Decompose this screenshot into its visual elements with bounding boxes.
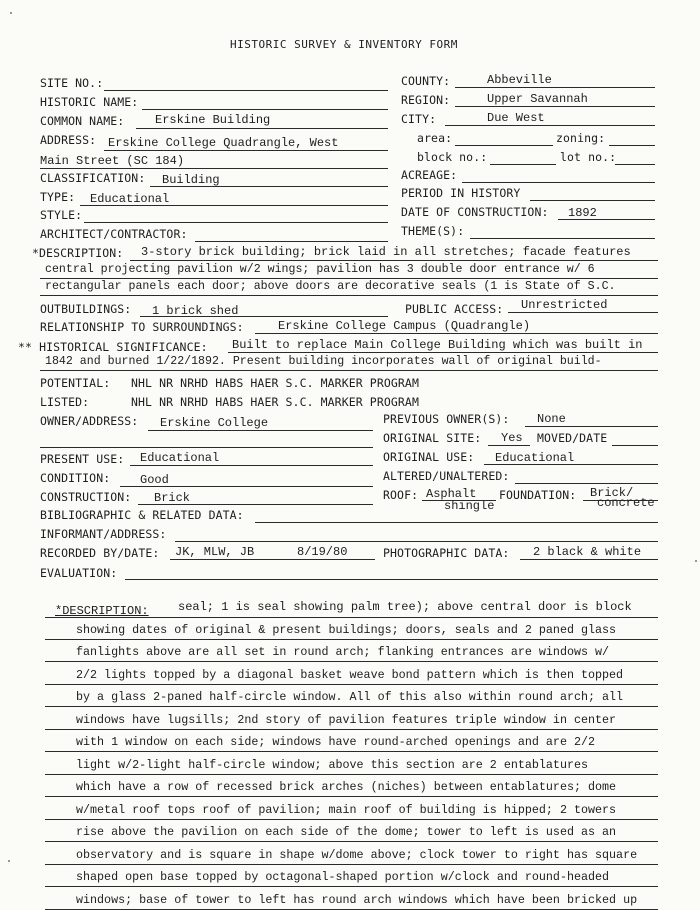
roof-value-1: Asphalt (426, 487, 477, 501)
style-label: STYLE: (40, 208, 83, 222)
original-site-value: Yes (501, 431, 523, 445)
continuation-underline-11 (45, 841, 658, 842)
historical-significance-line-1: Built to replace Main College Building which was built in (232, 338, 643, 352)
previous-owner-value: None (537, 412, 566, 426)
themes-label: THEME(S): (401, 224, 465, 238)
owner-line (148, 430, 373, 431)
address-line-2 (40, 168, 388, 169)
continuation-line-5: by a glass 2-paned half-circle window. All of this also within round arch; all (76, 690, 624, 704)
potential-options: NHL NR NRHD HABS HAER S.C. MARKER PROGRAM (131, 376, 419, 390)
foundation-label: FOUNDATION: (499, 488, 577, 502)
block-no-line (490, 164, 556, 165)
description-underline-1 (130, 260, 658, 261)
description-line-3-text: rectangular panels each door; above doors are decorative seals (1 is State of S.C. (45, 280, 616, 293)
recorded-date-value: 8/19/80 (297, 545, 348, 559)
continuation-line-6: windows have lugsills; 2nd story of pavilion features triple window in center (76, 712, 617, 727)
condition-label: CONDITION: (40, 471, 111, 485)
continuation-line-11: rise above the pavilion on each side of the dome; tower to left is used as an (76, 825, 617, 839)
continuation-underline-9 (45, 796, 658, 797)
city-value: Due West (487, 111, 545, 125)
themes-line (470, 238, 655, 239)
address-label: ADDRESS: (40, 133, 97, 147)
historical-underline-2 (40, 370, 658, 371)
original-use-value: Educational (495, 451, 575, 465)
period-label: PERIOD IN HISTORY (401, 186, 521, 200)
original-use-line (484, 464, 658, 465)
informant-line (175, 541, 658, 542)
photographic-value: 2 black & white (533, 545, 642, 559)
continuation-underline-10 (45, 819, 658, 820)
evaluation-line (125, 579, 658, 580)
previous-owner-label: PREVIOUS OWNER(S): (383, 412, 510, 426)
address-value-2: Main Street (SC 184) (40, 154, 185, 168)
continuation-line-7: with 1 window on each side; windows have round-arched openings and are 2/2 (76, 735, 596, 749)
historic-name-line (142, 109, 388, 110)
architect-label: ARCHITECT/CONTRACTOR: (40, 227, 188, 241)
outbuildings-label: OUTBUILDINGS: (40, 302, 132, 316)
continuation-underline-2 (45, 639, 658, 640)
public-access-value: Unrestricted (521, 298, 608, 312)
acreage-label: ACREAGE: (401, 168, 458, 182)
moved-date-label: MOVED/DATE (537, 431, 608, 445)
continuation-line-13: shaped open base topped by octagonal-shaped portion w/clock and round-headed (76, 870, 610, 884)
style-line (84, 222, 388, 223)
classification-value: Building (162, 173, 220, 187)
description-underline-2 (40, 278, 658, 279)
county-label: COUNTY: (401, 74, 451, 88)
continuation-line-9: which have a row of recessed brick arches (niches) between entablatures; dome (76, 780, 617, 794)
evaluation-label: EVALUATION: (40, 566, 118, 580)
description-line-1-text: 3-story brick building; brick laid in all stretches; facade features (141, 245, 631, 259)
date-construction-value: 1892 (568, 206, 597, 220)
relationship-value: Erskine College Campus (Quadrangle) (278, 319, 531, 333)
continuation-underline-3 (45, 661, 658, 662)
type-line (80, 205, 388, 206)
previous-owner-line (525, 426, 658, 427)
continuation-line-1: seal; 1 is seal showing palm tree); above central door is block (178, 600, 632, 614)
period-line (530, 200, 655, 201)
region-line (455, 106, 655, 107)
moved-date-line (612, 445, 658, 446)
continuation-line-10: w/metal roof tops roof of pavilion; main roof of building is hipped; 2 towers (76, 802, 617, 817)
photographic-label: PHOTOGRAPHIC DATA: (383, 546, 510, 560)
common-name-value: Erskine Building (155, 113, 271, 127)
common-name-line (136, 128, 388, 129)
continuation-line-12: observatory and is square in shape w/dome above; clock tower to right has square (76, 847, 638, 862)
scan-speck (695, 560, 697, 562)
recorded-label: RECORDED BY/DATE: (40, 546, 160, 560)
city-label: CITY: (401, 112, 437, 126)
owner-label: OWNER/ADDRESS: (40, 414, 139, 428)
area-label: area: (417, 131, 453, 145)
classification-label: CLASSIFICATION: (40, 171, 146, 185)
condition-value: Good (140, 473, 169, 487)
city-line (445, 125, 655, 126)
continuation-underline-13 (45, 886, 658, 887)
form-title: HISTORIC SURVEY & INVENTORY FORM (230, 38, 458, 51)
foundation-value-2: concrete (597, 496, 655, 510)
listed-label: LISTED: (40, 395, 90, 409)
continuation-line-4: 2/2 lights topped by a diagonal basket weave bond pattern which is then topped (76, 667, 624, 682)
photographic-line (520, 559, 658, 560)
altered-label: ALTERED/UNALTERED: (383, 469, 510, 483)
continuation-underline-5 (45, 706, 658, 707)
date-construction-label: DATE OF CONSTRUCTION: (401, 205, 549, 219)
zoning-label: zoning: (556, 131, 606, 145)
continuation-underline-6 (45, 729, 658, 730)
site-no-label: SITE NO.: (40, 76, 104, 90)
roof-line (422, 500, 496, 501)
construction-value: Brick (154, 491, 191, 505)
historic-name-label: HISTORIC NAME: (40, 95, 139, 109)
construction-label: CONSTRUCTION: (40, 490, 132, 504)
historical-significance-label: ** HISTORICAL SIGNIFICANCE: (18, 340, 208, 354)
address-line-1 (104, 150, 388, 151)
roof-value-2: shingle (444, 499, 495, 513)
description-underline-3 (40, 295, 658, 296)
classification-line (150, 186, 388, 187)
foundation-value-1: Brick/ (590, 486, 634, 500)
common-name-label: COMMON NAME: (40, 114, 125, 128)
county-line (455, 87, 655, 88)
original-use-label: ORIGINAL USE: (383, 450, 475, 464)
scan-speck (8, 860, 10, 862)
historical-significance-line-2: 1842 and burned 1/22/1892. Present building incorporates wall of original build- (45, 355, 602, 368)
continuation-underline-14 (45, 909, 658, 910)
address-value-1: Erskine College Quadrangle, West (108, 136, 339, 150)
description-line-2-text: central projecting pavilion w/2 wings; pavilion has 3 double door entrance w/ 6 (45, 263, 595, 276)
present-use-line (130, 465, 373, 466)
condition-line (120, 486, 373, 487)
lot-no-label: lot no.: (560, 150, 617, 164)
public-access-line (508, 312, 658, 313)
type-label: TYPE: (40, 190, 76, 204)
region-value: Upper Savannah (487, 92, 588, 106)
area-line (455, 145, 553, 146)
continuation-line-14: windows; base of tower to left has round arch windows which have been bricked up (76, 892, 638, 907)
listed-options: NHL NR NRHD HABS HAER S.C. MARKER PROGRAM (131, 395, 419, 409)
bibliographic-line (255, 522, 658, 523)
relationship-label: RELATIONSHIP TO SURROUNDINGS: (40, 320, 244, 334)
owner-line-2 (40, 447, 373, 448)
scan-speck (10, 12, 12, 14)
potential-label: POTENTIAL: (40, 376, 111, 390)
foundation-line (583, 500, 658, 501)
roof-label: ROOF: (383, 488, 419, 502)
original-site-line (488, 445, 530, 446)
continuation-underline-7 (45, 751, 658, 752)
continuation-line-8: light w/2-light half-circle window; above this section are 2 entablatures (76, 757, 588, 772)
description-label: *DESCRIPTION: (32, 246, 124, 260)
public-access-label: PUBLIC ACCESS: (405, 302, 504, 316)
outbuildings-value: 1 brick shed (152, 304, 239, 318)
outbuildings-line (140, 316, 388, 317)
continuation-underline-1 (45, 617, 658, 618)
date-construction-line (558, 219, 655, 220)
architect-line (195, 241, 388, 242)
original-site-label: ORIGINAL SITE: (383, 431, 482, 445)
recorded-line (170, 559, 375, 560)
continuation-underline-8 (45, 774, 658, 775)
continuation-description-label: *DESCRIPTION: (55, 604, 149, 618)
continuation-line-3: fanlights above are all set in round arch; flanking entrances are windows w/ (76, 645, 610, 659)
region-label: REGION: (401, 93, 451, 107)
altered-line (515, 483, 658, 484)
owner-value: Erskine College (160, 416, 269, 430)
lot-no-line (615, 164, 655, 165)
bibliographic-label: BIBLIOGRAPHIC & RELATED DATA: (40, 508, 244, 522)
construction-line (138, 504, 373, 505)
continuation-line-2: showing dates of original & present buildings; doors, seals and 2 paned glass (76, 622, 617, 637)
informant-label: INFORMANT/ADDRESS: (40, 527, 167, 541)
continuation-underline-4 (45, 684, 658, 685)
type-value: Educational (90, 192, 170, 206)
zoning-line (609, 145, 655, 146)
block-no-label: block no.: (417, 150, 488, 164)
historical-underline-1 (228, 352, 658, 353)
relationship-line (255, 333, 658, 334)
county-value: Abbeville (487, 73, 552, 87)
present-use-label: PRESENT USE: (40, 452, 125, 466)
acreage-line (462, 182, 655, 183)
site-no-line (104, 90, 388, 91)
present-use-value: Educational (140, 451, 220, 465)
recorded-value: JK, MLW, JB (175, 545, 255, 559)
continuation-underline-12 (45, 864, 658, 865)
